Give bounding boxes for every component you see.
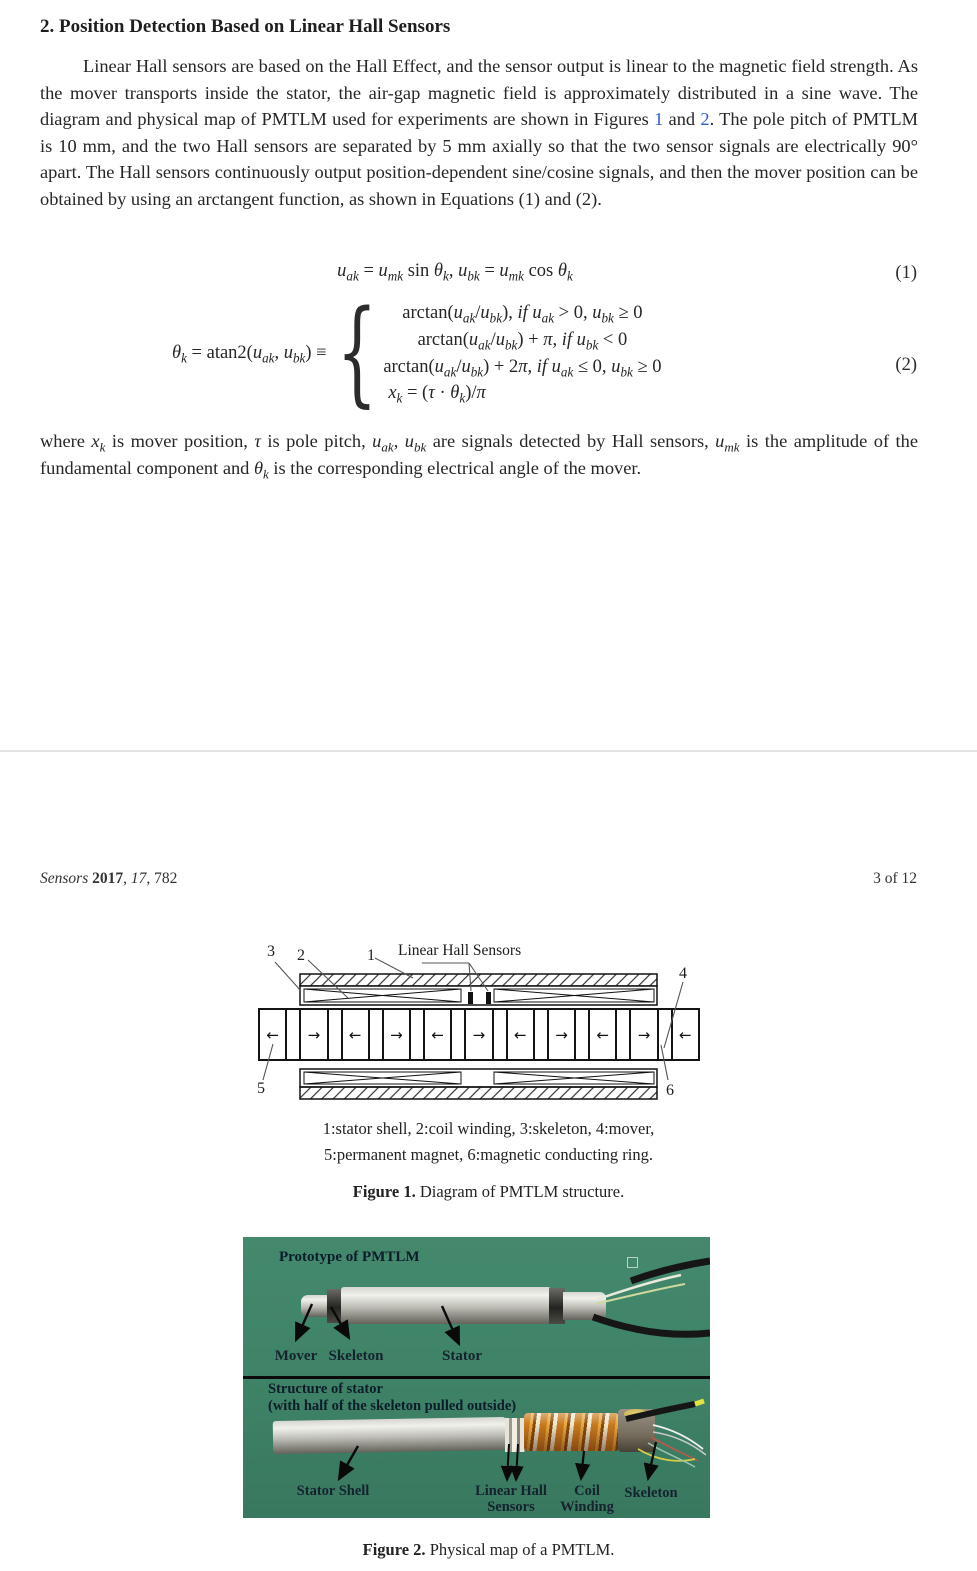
equation-2-lhs — [172, 343, 327, 364]
figure1-legend-line2: 5:permanent magnet, 6:magnetic conducting ring. — [324, 1145, 653, 1164]
text-segment: sin — [403, 261, 434, 281]
callout-6: 6 — [666, 1082, 674, 1099]
text-segment: = atan2( — [186, 343, 253, 364]
arrow-right-icon: → — [307, 1025, 321, 1044]
coil-winding-top-left — [304, 989, 461, 1002]
text-segment: cos — [523, 261, 558, 281]
structure-title-line1: Structure of stator — [268, 1381, 383, 1397]
cable-tip — [695, 1401, 704, 1404]
magnet-cell — [506, 1010, 535, 1059]
page-separator — [0, 750, 977, 752]
text-segment: u — [461, 356, 471, 377]
text-segment: , — [552, 329, 562, 350]
text-segment: θ — [433, 261, 443, 281]
text-segment: ) ≡ — [305, 343, 327, 364]
text-segment: u — [283, 343, 293, 364]
arrow-left-icon: ← — [513, 1025, 527, 1044]
text-segment: / — [475, 303, 481, 323]
hall-sensors-label: Linear Hall Sensors — [398, 942, 522, 959]
green-wire — [595, 1284, 685, 1304]
callout-5: 5 — [257, 1080, 265, 1097]
stator-cylinder — [341, 1287, 551, 1324]
text-segment: = — [479, 261, 500, 281]
equation-case-line — [383, 300, 661, 327]
equation-case-line — [383, 354, 661, 381]
text-segment: θ — [172, 343, 182, 364]
black-cable-bottom — [593, 1317, 710, 1334]
text-segment: 2017 — [92, 870, 124, 887]
arrow-left-icon: ← — [679, 1025, 692, 1044]
callout-3: 3 — [267, 943, 275, 960]
equation-1-number: (1) — [895, 263, 917, 283]
text-segment: where — [40, 431, 92, 451]
skeleton-label: Skeleton — [328, 1348, 384, 1364]
hall-sensor-rings — [505, 1418, 525, 1452]
arrow-left-icon: ← — [596, 1025, 610, 1044]
journal-citation — [40, 870, 177, 888]
text-segment: bk — [504, 337, 518, 353]
text-segment: arctan( — [402, 303, 454, 323]
figure1-diagram — [255, 938, 705, 1108]
stator-label: Stator — [442, 1348, 482, 1364]
hall-sensor-mark-2 — [486, 992, 491, 1004]
text-segment: ), — [502, 303, 518, 323]
text-segment: u — [453, 303, 463, 323]
figure1-legend-line1: 1:stator shell, 2:coil winding, 3:skeleton, 4:mover, — [322, 1119, 655, 1138]
text-segment: ≤ 0, — [573, 356, 612, 377]
text-segment: θ — [253, 457, 264, 478]
text-segment: , — [123, 870, 131, 887]
text-segment: mk — [724, 439, 740, 455]
photo-artifact — [627, 1257, 638, 1268]
text-segment: Figure 1. — [352, 1182, 416, 1201]
text-segment: mk — [387, 268, 404, 284]
figure-reference-link[interactable]: 1 — [654, 109, 664, 130]
equation-2-number: (2) — [895, 355, 917, 375]
body-paragraph — [40, 53, 918, 213]
coil-winding-label-line2: Winding — [560, 1499, 614, 1515]
wire-red — [651, 1437, 698, 1461]
equation-2 — [172, 287, 662, 420]
figure1-caption — [0, 1182, 977, 1202]
text-segment: if — [517, 303, 533, 323]
structure-title-line2: (with half of the skeleton pulled outside) — [268, 1398, 517, 1414]
text-segment: u — [715, 431, 725, 451]
wire-teal — [648, 1443, 695, 1467]
magnet-cell — [341, 1010, 370, 1059]
text-segment: is mover position, — [105, 431, 255, 451]
skeleton-ring — [327, 1289, 342, 1323]
panel-divider — [243, 1376, 710, 1379]
stator-shell-cylinder — [273, 1417, 507, 1454]
text-segment: , — [393, 431, 405, 451]
equation-case-line — [383, 327, 661, 354]
text-segment: mk — [508, 268, 524, 284]
text-segment: bk — [413, 439, 427, 455]
text-segment: ak — [262, 350, 275, 366]
text-segment: u — [611, 356, 621, 377]
arrow-right-icon: → — [555, 1025, 568, 1044]
text-segment: k — [263, 466, 269, 482]
text-segment: if — [561, 329, 577, 350]
text-segment: bk — [620, 364, 633, 380]
text-segment: is the corresponding electrical angle of the mover. — [268, 457, 642, 478]
text-segment: u — [592, 303, 602, 323]
text-segment: bk — [585, 337, 599, 353]
figure2-photo — [243, 1237, 710, 1518]
text-segment: = — [358, 261, 379, 281]
text-segment: u — [404, 431, 414, 451]
text-segment: > 0, — [554, 303, 593, 323]
text-segment: u — [468, 329, 479, 350]
magnet-cell — [423, 1010, 452, 1059]
text-segment: and — [663, 109, 701, 130]
linear-hall-label-line1: Linear Hall — [475, 1483, 547, 1499]
arrow-right-icon: → — [472, 1025, 486, 1044]
arrow-left-icon: ← — [431, 1025, 444, 1044]
wire-gray — [653, 1432, 706, 1455]
text-segment: ≥ 0 — [632, 356, 662, 377]
text-segment: x — [388, 383, 397, 404]
text-segment: , — [274, 343, 284, 364]
text-segment: k — [396, 391, 403, 407]
stator-shell-label: Stator Shell — [296, 1483, 370, 1499]
magnet-cell — [464, 1010, 493, 1059]
section-heading: 2. Position Detection Based on Linear Hall Sensors — [40, 16, 451, 37]
text-segment: u — [458, 261, 468, 281]
text-segment: τ — [428, 383, 435, 404]
stator-shell-top — [300, 974, 657, 986]
text-segment: x — [91, 431, 100, 451]
linear-hall-label-line2: Sensors — [487, 1499, 535, 1515]
text-segment: k — [99, 439, 106, 455]
magnet-cell — [299, 1010, 328, 1059]
text-segment: ) + — [517, 329, 544, 350]
figure1-legend — [0, 1116, 977, 1168]
text-segment: u — [252, 343, 263, 364]
text-segment: ak — [541, 310, 555, 326]
text-segment: τ — [254, 431, 261, 451]
stator-shell-bottom — [300, 1087, 657, 1099]
text-segment: 17 — [130, 870, 147, 887]
text-segment: , — [448, 261, 459, 281]
curly-brace: { — [336, 287, 378, 420]
text-segment: / — [490, 329, 496, 350]
text-segment: u — [372, 431, 382, 451]
text-segment: ak — [381, 439, 394, 455]
text-segment: ) + 2 — [483, 356, 519, 377]
text-segment: Linear Hall sensors are based on the Hall Effect, and the sensor output is linear to the magnetic field strength. As the mover transports inside the stator, the air-gap magnetic field is approximately distributed in a sine wave. The diagram and physical map of PMTLM used for experiments are shown in Figures — [40, 56, 918, 130]
magnet-cell — [547, 1010, 576, 1059]
prototype-title: Prototype of PMTLM — [279, 1249, 420, 1265]
magnet-cell — [260, 1010, 287, 1059]
figure-reference-link[interactable]: 2 — [700, 109, 710, 130]
magnet-cell — [671, 1010, 698, 1059]
text-segment: Diagram of PMTLM structure. — [415, 1182, 625, 1201]
coil-winding-label-line1: Coil — [574, 1483, 600, 1499]
text-segment: is pole pitch, — [260, 431, 373, 451]
text-segment: k — [459, 391, 466, 407]
magnet-cell — [629, 1010, 658, 1059]
callout-1: 1 — [367, 947, 375, 964]
coil-winding-top-right — [494, 989, 654, 1002]
text-segment: , — [527, 356, 537, 377]
text-segment: ak — [346, 268, 359, 284]
black-cable-top — [631, 1261, 710, 1281]
text-segment: u — [495, 329, 505, 350]
text-segment: bk — [470, 364, 484, 380]
magnet-cell — [588, 1010, 617, 1059]
text-segment: ak — [443, 364, 457, 380]
text-segment: k — [443, 268, 449, 284]
text-segment: u — [337, 261, 347, 281]
text-segment: if — [536, 356, 552, 377]
text-segment: Sensors — [40, 870, 93, 887]
text-segment: bk — [292, 350, 306, 366]
text-segment: / — [456, 356, 462, 377]
mover-bar — [258, 1008, 700, 1061]
tape-patch — [624, 1409, 648, 1419]
text-segment: Figure 2. — [362, 1540, 426, 1559]
coil-winding-section — [524, 1413, 619, 1451]
arrow-left-icon: ← — [266, 1025, 279, 1044]
text-segment: ak — [478, 337, 491, 353]
wire-white — [653, 1425, 703, 1449]
coil-arrow — [581, 1451, 584, 1479]
text-segment: Physical map of a PMTLM. — [425, 1540, 615, 1559]
text-segment: u — [499, 261, 509, 281]
hall-sensor-mark-1 — [468, 992, 473, 1004]
text-segment: are signals detected by Hall sensors, — [426, 431, 716, 451]
text-segment: k — [566, 268, 573, 284]
arrow-left-icon: ← — [348, 1025, 362, 1044]
text-segment: π — [543, 329, 553, 350]
text-segment: u — [378, 261, 388, 281]
text-segment: k — [181, 350, 187, 366]
right-end-cap — [563, 1292, 606, 1320]
text-segment: . The pole pitch of PMTLM is 10 mm, and the two Hall sensors are separated by 5 mm axially so that the two sensor signals are electrically 90° apart. The Hall sensors continuously output position-dependent sine/cosine signals, and then the mover position can be obtained by using an arctangent function, as shown in Equations (1) and (2). — [40, 109, 919, 209]
magnet-cell — [382, 1010, 411, 1059]
text-segment: θ — [450, 383, 460, 404]
equation-1 — [40, 261, 870, 282]
text-segment: π — [476, 383, 486, 404]
text-segment: ak — [560, 364, 574, 380]
text-segment: )/ — [465, 383, 477, 404]
text-segment: · — [434, 383, 451, 404]
text-segment: < 0 — [598, 329, 628, 350]
equation-2-cases — [383, 300, 661, 407]
text-segment: u — [480, 303, 490, 323]
page-indicator: 3 of 12 — [873, 870, 917, 887]
skeleton2-label: Skeleton — [624, 1485, 678, 1501]
white-wire — [595, 1275, 681, 1300]
text-segment: π — [518, 356, 528, 377]
text-segment: bk — [489, 310, 503, 326]
text-segment: is the amplitude of the fundamental component and — [40, 431, 919, 478]
equation-case-line — [383, 380, 661, 407]
text-segment: u — [576, 329, 586, 350]
text-segment: ≥ 0 — [613, 303, 643, 323]
arrow-right-icon: → — [390, 1025, 403, 1044]
arrow-right-icon: → — [637, 1025, 651, 1044]
text-segment: arctan( — [383, 356, 435, 377]
figure2-caption — [0, 1540, 977, 1560]
body-paragraph-where — [40, 428, 918, 481]
text-segment: arctan( — [417, 329, 469, 350]
text-segment: u — [532, 303, 542, 323]
text-segment: u — [434, 356, 444, 377]
text-segment: θ — [557, 261, 567, 281]
coil-winding-bottom-right — [494, 1072, 654, 1084]
callout-2: 2 — [297, 947, 305, 964]
text-segment: bk — [467, 268, 480, 284]
text-segment: bk — [601, 310, 614, 326]
mover-label: Mover — [274, 1348, 318, 1364]
text-segment: ak — [462, 310, 476, 326]
text-segment: u — [551, 356, 561, 377]
callout-4: 4 — [679, 965, 687, 982]
coil-winding-bottom-left — [304, 1072, 461, 1084]
text-segment: , 782 — [146, 870, 178, 887]
text-segment: = ( — [402, 383, 429, 404]
